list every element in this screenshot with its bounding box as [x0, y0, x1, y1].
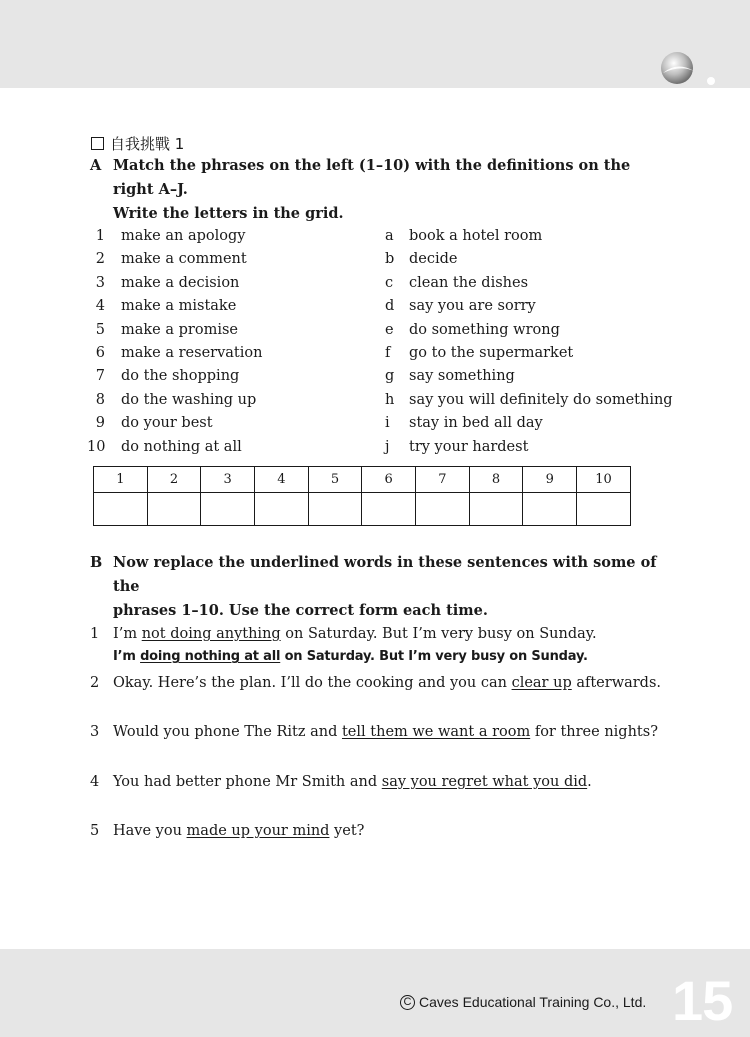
phrase-text: make a decision	[121, 274, 240, 291]
phrase-text: make a reservation	[121, 345, 263, 361]
sentence-number: 2	[90, 675, 100, 691]
definition-letter: h	[385, 391, 395, 408]
underlined-phrase: clear up	[511, 675, 572, 691]
top-header-band	[0, 0, 750, 88]
section-b-instruction-line2: phrases 1–10. Use the correct form each time.	[113, 602, 488, 619]
definition-text: do something wrong	[409, 321, 560, 338]
definition-text: book a hotel room	[409, 228, 543, 244]
page-number: 15	[672, 969, 733, 1032]
definition-text: say something	[409, 368, 515, 385]
grid-answer-cell[interactable]	[469, 493, 523, 526]
phrase-number: 3	[95, 274, 105, 291]
section-a-letter: A	[90, 157, 102, 174]
definition-text: go to the supermarket	[409, 345, 574, 361]
publisher-logo-icon	[660, 51, 720, 87]
phrase-text: do your best	[121, 415, 213, 432]
checkbox-icon	[91, 137, 104, 150]
grid-answer-cell[interactable]	[201, 493, 255, 526]
sentence-number: 1	[90, 626, 100, 642]
grid-answer-cell[interactable]	[523, 493, 577, 526]
phrase-number: 2	[95, 251, 105, 268]
definition-text: clean the dishes	[409, 274, 529, 291]
phrase-number: 10	[87, 438, 106, 455]
definition-text: stay in bed all day	[409, 415, 543, 432]
challenge-heading-text: 自我挑戰 1	[110, 135, 185, 153]
underlined-phrase: not doing anything	[141, 626, 281, 642]
grid-header-cell: 5	[308, 467, 362, 493]
copyright-notice	[400, 994, 646, 1010]
example-answer: I’m doing nothing at all on Saturday. But I’m very busy on Sunday.	[113, 649, 588, 664]
grid-answer-cell[interactable]	[255, 493, 309, 526]
grid-header-cell: 4	[255, 467, 309, 493]
definition-text: decide	[409, 251, 458, 268]
phrase-text: make a comment	[121, 251, 247, 268]
grid-answer-cell[interactable]	[577, 493, 631, 526]
section-b-letter: B	[90, 554, 103, 571]
phrase-text: make a promise	[121, 321, 238, 338]
challenge-heading	[91, 133, 184, 154]
phrase-number: 4	[95, 298, 105, 315]
definition-letter: f	[385, 345, 391, 361]
example-answer-underlined: doing nothing at all	[140, 649, 281, 664]
answer-grid	[93, 466, 631, 526]
definition-letter: d	[385, 298, 395, 315]
phrase-text: do the shopping	[121, 368, 240, 385]
copyright-icon: C	[400, 995, 415, 1010]
grid-answer-cell[interactable]	[362, 493, 416, 526]
grid-header-cell: 9	[523, 467, 577, 493]
sentence-number: 4	[90, 774, 100, 790]
grid-header-cell: 10	[577, 467, 631, 493]
section-a-instruction-line2: Write the letters in the grid.	[113, 205, 344, 222]
grid-header-cell: 7	[416, 467, 470, 493]
definition-letter: b	[385, 251, 395, 268]
copyright-text: Caves Educational Training Co., Ltd.	[419, 994, 647, 1010]
phrase-number: 7	[95, 368, 105, 385]
grid-answer-cell[interactable]	[94, 493, 148, 526]
phrase-number: 8	[95, 391, 105, 408]
phrase-text: make an apology	[121, 228, 246, 244]
phrase-text: do nothing at all	[121, 438, 242, 455]
grid-answer-cell[interactable]	[147, 493, 201, 526]
definition-text: say you will definitely do something	[409, 391, 673, 408]
definition-text: try your hardest	[409, 438, 529, 455]
phrase-number: 9	[95, 415, 105, 432]
underlined-phrase: tell them we want a room	[341, 724, 531, 740]
section-b-instruction-line1: Now replace the underlined words in these sentences with some of the	[113, 554, 657, 595]
definition-text: say you are sorry	[409, 298, 536, 315]
phrase-text: make a mistake	[121, 298, 237, 315]
definition-letter: c	[385, 274, 394, 291]
phrase-number: 1	[95, 228, 105, 244]
definition-letter: j	[385, 438, 390, 455]
grid-header-cell: 1	[94, 467, 148, 493]
grid-header-cell: 3	[201, 467, 255, 493]
sentence-number: 3	[90, 724, 100, 740]
grid-answer-cell[interactable]	[416, 493, 470, 526]
sentence-number: 5	[90, 823, 100, 839]
definition-letter: i	[385, 415, 390, 432]
section-a-instruction-line1: Match the phrases on the left (1–10) with the definitions on the right A–J.	[113, 157, 631, 198]
grid-answer-cell[interactable]	[308, 493, 362, 526]
phrase-text: do the washing up	[121, 391, 257, 408]
underlined-phrase: made up your mind	[186, 823, 330, 839]
underlined-phrase: say you regret what you did	[381, 774, 588, 790]
phrase-number: 5	[95, 321, 105, 338]
footer-band	[0, 949, 750, 1037]
definition-letter: e	[385, 321, 394, 338]
definition-letter: a	[385, 228, 394, 244]
grid-header-cell: 2	[147, 467, 201, 493]
grid-header-cell: 8	[469, 467, 523, 493]
definition-letter: g	[385, 368, 395, 385]
phrase-number: 6	[95, 345, 105, 361]
grid-header-cell: 6	[362, 467, 416, 493]
